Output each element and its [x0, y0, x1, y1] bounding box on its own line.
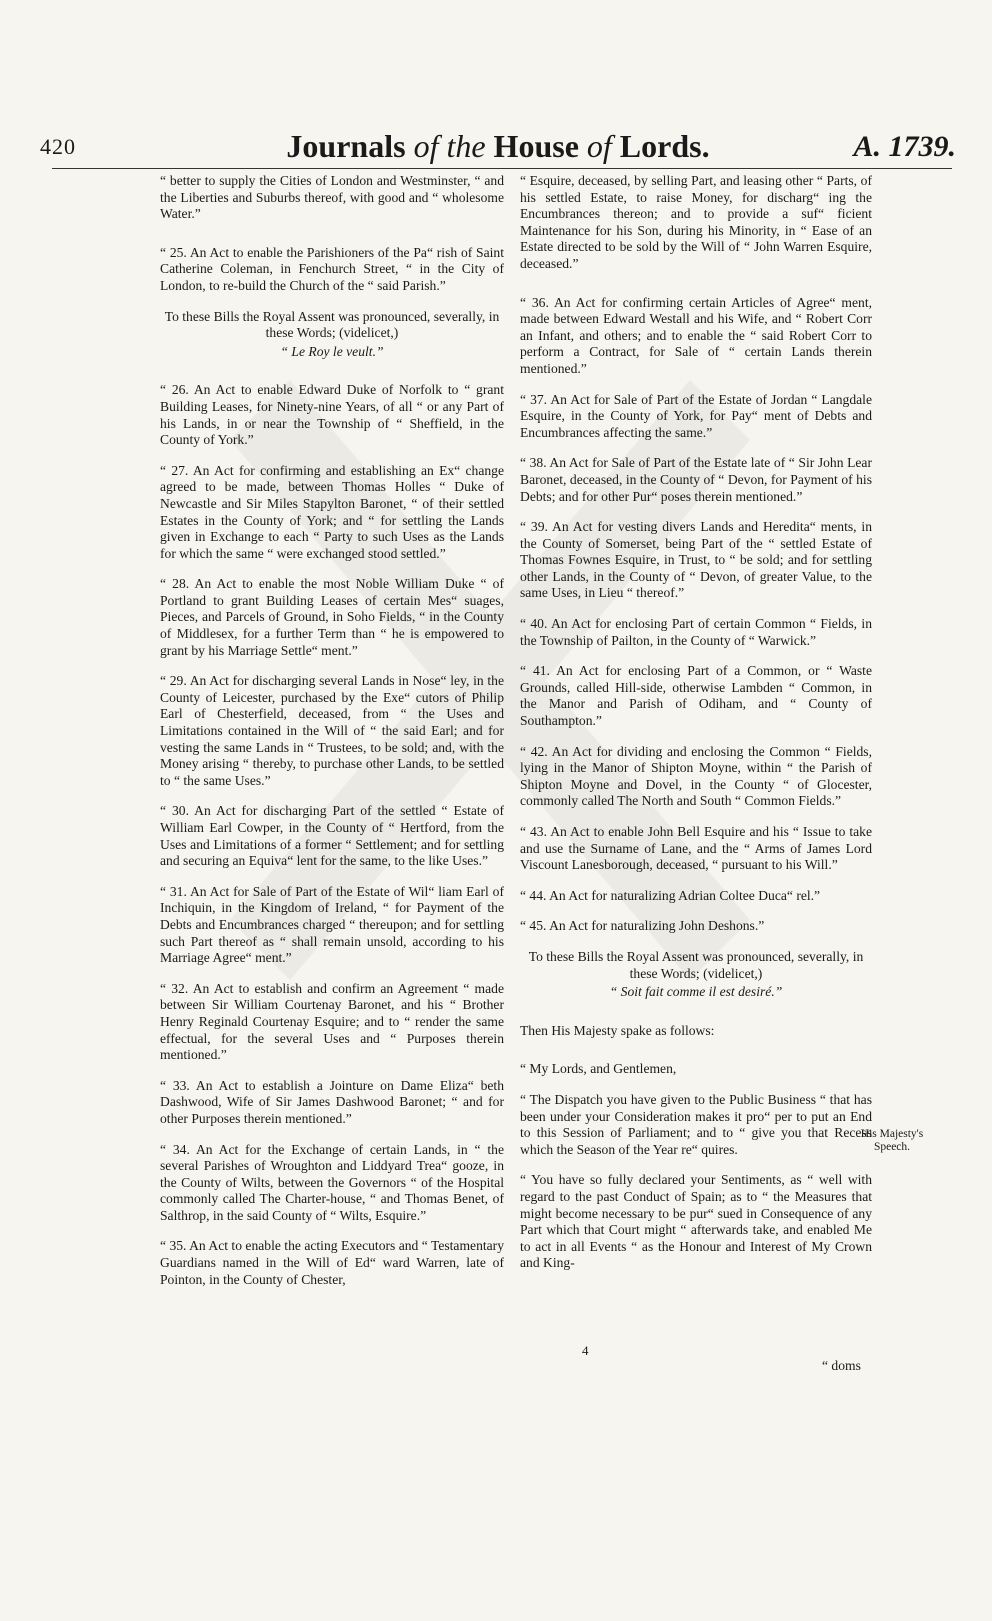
act-entry: “ 39. An Act for vesting divers Lands and Heredita“ ments, in the County of Somerset, being Part of the “ settled Estate of Thomas Fownes Esquire, in Trust, to “ be sold; and for settling other Lands, in the County of “ Devon, of greater Value, to the same Uses, in Lieu “ thereof.”	[520, 519, 872, 601]
year: A. 1739.	[853, 130, 956, 163]
signature-mark: 4	[582, 1343, 589, 1358]
act-entry: “ 37. An Act for Sale of Part of the Estate of Jordan “ Langdale Esquire, in the County of York, for Pay“ ment of Debts and Encumbrances affecting the same.”	[520, 391, 872, 440]
act-entry: “ 31. An Act for Sale of Part of the Estate of Wil“ liam Earl of Inchiquin, in the Kingdom of Ireland, “ for Payment of the Debts and Encumbrances charged “ thereupon; and for settling such Part thereof as “ shall remain unsold, according to his Marriage Agree“ ment.”	[160, 883, 504, 966]
royal-assent	[160, 309, 504, 361]
act-entry: “ 41. An Act for enclosing Part of a Common, or “ Waste Grounds, called Hill-side, otherwise Lambden “ Common, in the Manor and Parish of Odiham, and “ County of Southampton.”	[520, 663, 872, 729]
act-entry: “ 40. An Act for enclosing Part of certain Common “ Fields, in the Township of Pailton, in the County of “ Warwick.”	[520, 616, 872, 648]
page-header	[40, 128, 956, 168]
journal-title: Journals of the House of Lords.	[286, 128, 710, 164]
act-entry: “ 27. An Act for confirming and establishing an Ex“ change agreed to be made, between Thomas Holles “ Duke of Newcastle and Sir Miles Stapylton Baronet, “ of their settled Estates in the County of York; and “ for settling the Lands given in Exchange to each “ Party to such Uses as the Lands for which the same “ were exchanged stood settled.”	[160, 462, 504, 561]
assent-text: To these Bills the Royal Assent was pronounced, severally, in these Words; (videlicet,)	[528, 948, 864, 981]
act-entry: “ 33. An Act to establish a Jointure on Dame Eliza“ beth Dashwood, Wife of Sir James Dashwood Baronet; “ and for other Purposes therein mentioned.”	[160, 1077, 504, 1126]
margin-note: His Majesty's Speech.	[860, 1128, 924, 1153]
left-column	[160, 173, 504, 1302]
speech-intro: Then His Majesty spake as follows:	[520, 1022, 715, 1038]
act-entry: “ 26. An Act to enable Edward Duke of Norfolk to “ grant Building Leases, for Ninety-nine Years, of all “ or any Part of his Lands, in or near the Township of “ Sheffield, in the County of York.”	[160, 382, 504, 448]
act-entry: “ 25. An Act to enable the Parishioners of the Pa“ rish of Saint Catherine Coleman, in Fenchurch Street, “ in the City of London, to re-build the Church of the “ said Parish.”	[160, 244, 504, 293]
speech-paragraph: “ The Dispatch you have given to the Public Business “ that has been under your Consideration makes it pro“ per to put an End to this Session of Parliament; and to “ give you that Recess which the Season of the Year re“ quires.	[520, 1091, 872, 1157]
act-entry: “ 45. An Act for naturalizing John Deshons.”	[520, 918, 765, 934]
assent-formula: “ Le Roy le veult.”	[280, 343, 384, 359]
act-entry: “ 30. An Act for discharging Part of the settled “ Estate of William Earl Cowper, in the County of “ Hertford, from the Uses and Limitations of a former “ Settlement; and for settling and securing an Equiva“ lent for the same, to the like Uses.”	[160, 803, 504, 869]
header-rule	[52, 168, 952, 169]
act-entry: “ 34. An Act for the Exchange of certain Lands, in “ the several Parishes of Wroughton and Liddyard Trea“ gooze, in the County of Wilts, between the Governors “ of the Hospital commonly called The Charter-house, “ and Thomas Benet, of Salthrop, in the said County of “ Wilts, Esquire.”	[160, 1141, 504, 1223]
act-entry: “ better to supply the Cities of London and Westminster, “ and the Liberties and Suburbs thereof, with good and “ wholesome Water.”	[160, 173, 504, 222]
page-number: 420	[40, 134, 76, 159]
act-entry: “ 28. An Act to enable the most Noble William Duke “ of Portland to grant Building Leases of certain Mes“ suages, Pieces, and Parcels of Ground, in Soho Fields, “ in the County of Middlesex, for a further Term than “ he is empowered to grant by his Marriage Settle“ ment.”	[160, 576, 504, 658]
assent-text: To these Bills the Royal Assent was pronounced, severally, in these Words; (videlicet,)	[164, 308, 500, 341]
assent-formula: “ Soit fait comme il est desiré.”	[609, 984, 783, 1000]
royal-assent	[520, 949, 872, 1001]
act-entry: “ 42. An Act for dividing and enclosing the Common “ Fields, lying in the Manor of Shipton Moyne, within “ the Parish of Shipton Moyne and Dovel, in the County “ of Glocester, commonly called The North and South “ Common Fields.”	[520, 743, 872, 809]
act-entry: “ 38. An Act for Sale of Part of the Estate late of “ Sir John Lear Baronet, deceased, in the County of “ Devon, for Payment of his Debts; and for other Pur“ poses therein mentioned.”	[520, 455, 872, 504]
catchword: “ doms	[822, 1358, 861, 1373]
act-entry: “ Esquire, deceased, by selling Part, and leasing other “ Parts, of his settled Estate, to raise Money, for discharg“ ing the Encumbrances thereon; and to provide a suf“ ficient Maintenance for his Son, during his Minority, in “ Ease of an Estate directed to be sold by the Will of “ John Warren Esquire, deceased.”	[520, 173, 872, 271]
act-entry: “ 44. An Act for naturalizing Adrian Coltee Duca“ rel.”	[520, 887, 821, 903]
act-entry: “ 35. An Act to enable the acting Executors and “ Testamentary Guardians named in the Will of Ed“ ward Warren, late of Pointon, in the County of Chester,	[160, 1238, 504, 1287]
act-entry: “ 36. An Act for confirming certain Articles of Agree“ ment, made between Edward Westall and his Wife, and “ Robert Corr an Infant, and others; and to enable the “ said Robert Corr to perform a Contract, for Sale of “ certain Lands therein mentioned.”	[520, 294, 872, 376]
speech-salutation: “ My Lords, and Gentlemen,	[520, 1061, 677, 1077]
act-entry: “ 29. An Act for discharging several Lands in Nose“ ley, in the County of Leicester, purchased by the Exe“ cutors of Philip Earl of Chesterfield, deceased, from “ the Uses and Limitations contained in the Will of “ the said Earl; and for vesting the same Lands in “ Trustees, to be sold; and, with the Money arising “ thereby, to purchase other Lands, to be settled to “ the same Uses.”	[160, 673, 504, 788]
speech-paragraph: “ You have so fully declared your Sentiments, as “ well with regard to the past Conduct of Spain; as to “ the Measures that might become necessary to be pur“ sued in Consequence of any Part which that Court might “ afterwards take, and enabled Me to act in all Events “ as the Honour and Interest of My Crown and King-	[520, 1172, 872, 1271]
act-entry: “ 32. An Act to establish and confirm an Agreement “ made between Sir William Courtenay Baronet, and his “ Brother Henry Reginald Courtenay Esquire; and to “ render the same effectual, for the several Uses and “ Purposes therein mentioned.”	[160, 980, 504, 1063]
right-column	[520, 173, 872, 1286]
act-entry: “ 43. An Act to enable John Bell Esquire and his “ Issue to take and use the Surname of Lane, and the “ Arms of James Lord Viscount Lanesborough, deceased, “ pursuant to his Will.”	[520, 824, 872, 873]
